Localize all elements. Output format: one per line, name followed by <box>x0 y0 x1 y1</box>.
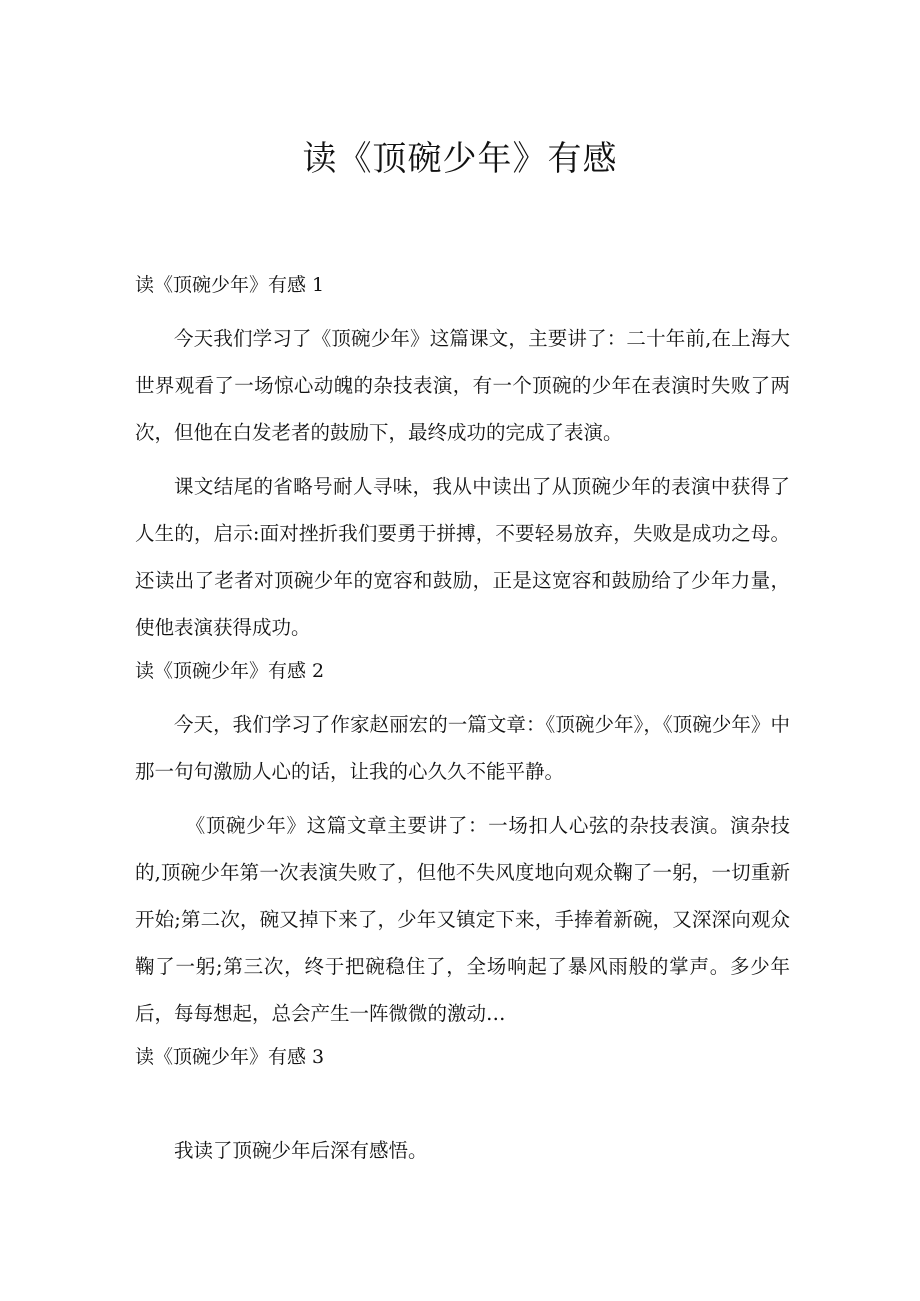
paragraph: 今天我们学习了《顶碗少年》这篇课文，主要讲了：二十年前,在上海大世界观看了一场惊心动魄的杂技表演，有一个顶碗的少年在表演时失败了两次，但他在白发老者的鼓励下，最终成功的完成了表演。 <box>135 327 790 444</box>
section-heading: 读《顶碗少年》有感 2 <box>135 660 325 682</box>
section-2 <box>135 651 790 1037</box>
document-title: 读《顶碗少年》有感 <box>302 139 618 179</box>
section-1 <box>135 265 790 651</box>
paragraph: 今天，我们学习了作家赵丽宏的一篇文章：《顶碗少年》，《顶碗少年》中那一句句激励人心的话，让我的心久久不能平静。 <box>135 713 790 783</box>
section-heading: 读《顶碗少年》有感 1 <box>135 274 325 296</box>
paragraph: 课文结尾的省略号耐人寻味，我从中读出了从顶碗少年的表演中获得了人生的，启示:面对挫折我们要勇于拼搏，不要轻易放弃，失败是成功之母。还读出了老者对顶碗少年的宽容和鼓励，正是这宽容和鼓励给了少年力量，使他表演获得成功。 <box>135 475 790 639</box>
document-body <box>135 265 790 1174</box>
paragraph: 我读了顶碗少年后深有感悟。 <box>174 1139 428 1162</box>
paragraph: 《顶碗少年》这篇文章主要讲了：一场扣人心弦的杂技表演。演杂技的,顶碗少年第一次表演失败了，但他不失风度地向观众鞠了一躬，一切重新开始;第二次，碗又掉下来了，少年又镇定下来，手捧着新碗，又深深向观众鞠了一躬;第三次，终于把碗稳住了，全场响起了暴风雨般的掌声。多少年后，每每想起，总会产生一阵微微的激动… <box>135 814 790 1025</box>
section-heading: 读《顶碗少年》有感 3 <box>135 1046 325 1068</box>
section-3 <box>135 1037 790 1174</box>
spacer <box>135 1087 790 1127</box>
